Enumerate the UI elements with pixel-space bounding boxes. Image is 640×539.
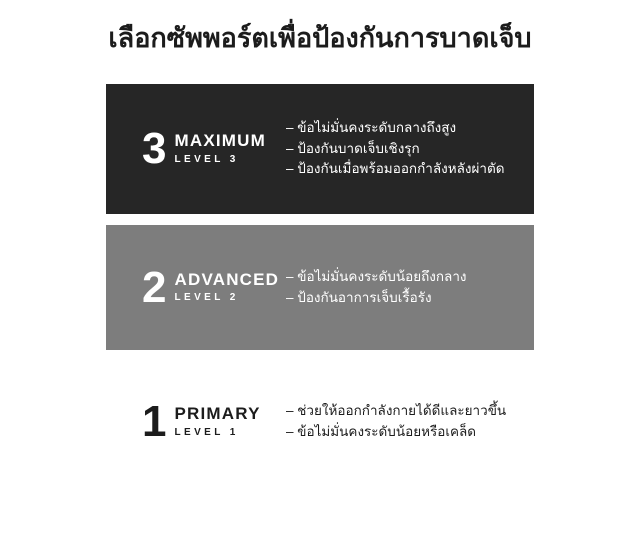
level-1-bullet-2: – ข้อไม่มั่นคงระดับน้อยหรือเคล็ด <box>286 424 477 439</box>
level-3-number: 3 <box>142 124 167 173</box>
page-title: เลือกซัพพอร์ตเพื่อป้องกันการบาดเจ็บ <box>108 23 532 53</box>
level-1-label <box>106 397 272 446</box>
level-3-bullet-3: – ป้องกันเมื่อพร้อมออกกำลังหลังผ่าตัด <box>286 161 505 177</box>
level-3-bullet-2: – ป้องกันบาดเจ็บเชิงรุก <box>286 140 420 156</box>
level-block-3 <box>106 84 534 214</box>
level-block-1 <box>106 382 534 462</box>
level-3-label <box>106 124 272 173</box>
level-1-description <box>272 401 534 443</box>
level-2-label <box>106 262 280 312</box>
level-2-name-group <box>174 270 279 306</box>
level-1-name: PRIMARY <box>174 404 261 424</box>
level-2-name: ADVANCED <box>174 269 280 289</box>
level-1-bullet-1: – ช่วยให้ออกกำลังกายได้ดีและยาวขึ้น <box>286 403 507 419</box>
level-3-name: MAXIMUM <box>174 131 266 151</box>
level-2-sub: LEVEL 2 <box>174 292 239 304</box>
level-block-2 <box>106 225 534 350</box>
level-3-sub: LEVEL 3 <box>174 153 239 165</box>
level-2-description <box>272 267 534 309</box>
level-3-name-group <box>174 131 266 167</box>
level-2-number: 2 <box>142 262 167 312</box>
level-1-name-group <box>174 404 260 440</box>
level-2-bullet-2: – ป้องกันอาการเจ็บเรื้อรัง <box>286 289 432 305</box>
level-1-sub: LEVEL 1 <box>174 426 239 438</box>
level-2-bullet-1: – ข้อไม่มั่นคงระดับน้อยถึงกลาง <box>286 268 467 284</box>
level-1-number: 1 <box>142 397 167 446</box>
level-3-bullet-1: – ข้อไม่มั่นคงระดับกลางถึงสูง <box>286 119 457 135</box>
level-3-description <box>272 118 534 181</box>
